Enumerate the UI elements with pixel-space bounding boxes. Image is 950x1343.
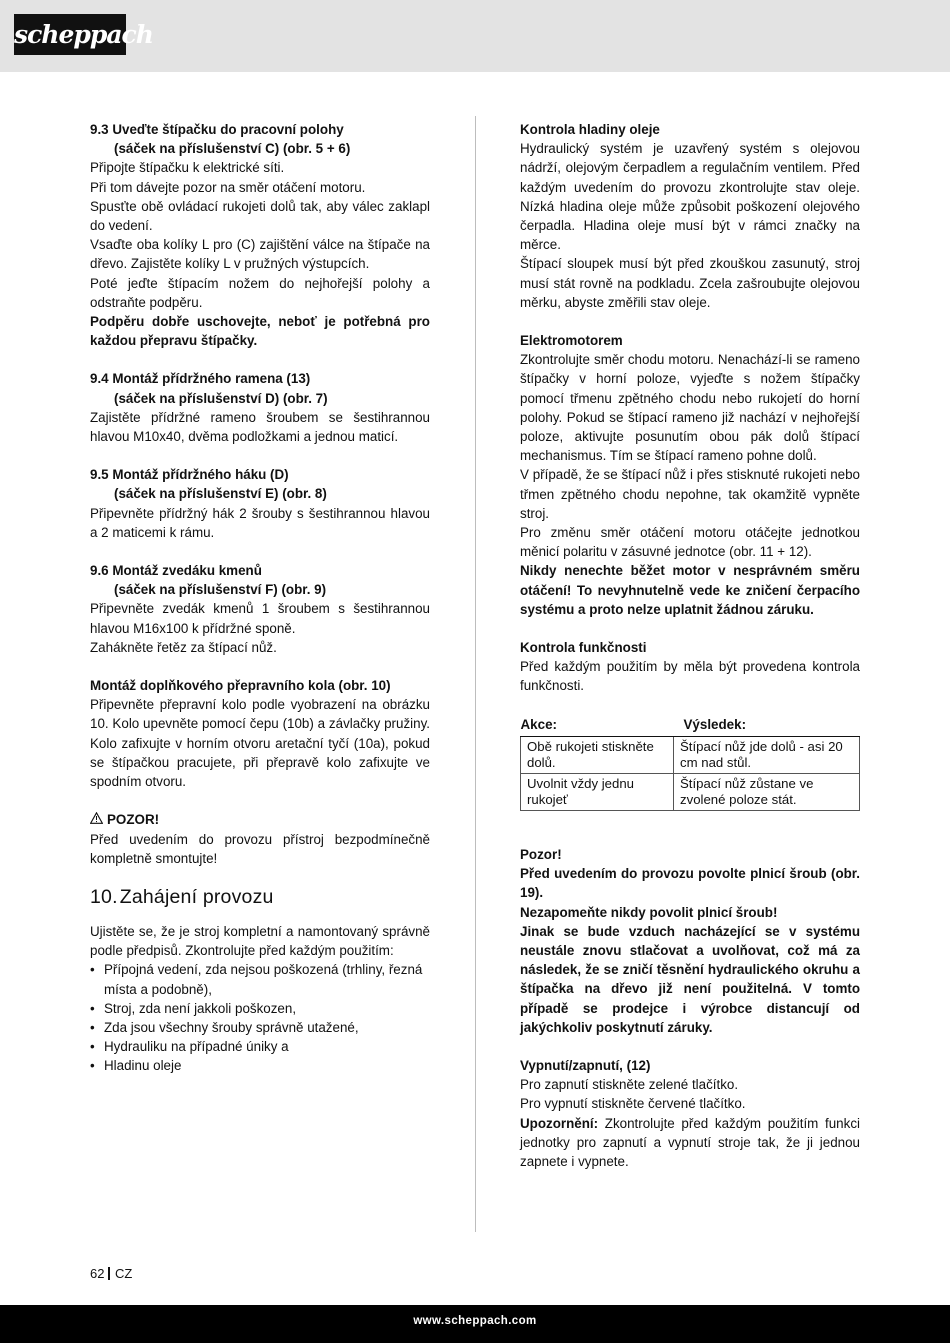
- page-footer: [0, 1305, 950, 1343]
- section-title: 9.3 Uveďte štípačku do pracovní polohy: [90, 122, 344, 137]
- paragraph: Spusťte obě ovládací rukojeti dolů tak, aby válec zaklapl do vedení.: [90, 198, 430, 234]
- page-number: [90, 1266, 132, 1281]
- section-10-heading: [90, 884, 430, 910]
- table-row: [521, 773, 860, 810]
- bold-note: Jinak se bude vzduch nacházející se v systému neustále znovu stlačovat a uvolňovat, což má za následek, že se zničí těsnění hydraulického okruhu a štípačka na dřevo již není použitelná. V tomto případě se prodejce i výrobce distancují od jakýchkoliv poskytnutí záruky.: [520, 923, 860, 1035]
- list-item: • Hydrauliku na případné úniky a: [90, 1039, 289, 1055]
- list-item: • Hladinu oleje: [90, 1058, 182, 1074]
- section-subtitle: (sáček na příslušenství F) (obr. 9): [114, 582, 327, 598]
- note-label: Upozornění:: [520, 1115, 599, 1131]
- warning-icon: [90, 810, 103, 829]
- page-header: [0, 0, 950, 72]
- table-cell-result: Štípací nůž zůstane ve zvolené poloze stát.: [674, 773, 860, 810]
- checklist: [90, 960, 430, 1075]
- section-subtitle: (sáček na příslušenství C) (obr. 5 + 6): [114, 141, 351, 157]
- bold-note: Nikdy nenechte běžet motor v nesprávném směru otáčení! To nevyhnutelně vede ke zničení čerpacího systému a proto nelze uplatnit žádnou záruku.: [520, 563, 860, 617]
- bold-note: Podpěru dobře uschovejte, neboť je potřebná pro každou přepravu štípačky.: [90, 314, 430, 349]
- paragraph: Před každým použitím by měla být provedena kontrola funkčnosti.: [520, 659, 860, 694]
- section-number: 10.: [90, 885, 118, 908]
- caution-heading: Pozor!: [520, 846, 562, 862]
- paragraph: V případě, že se štípací nůž i přes stisknuté rukojeti nebo třmen zpětného chodu nepohne, tak okamžitě vypněte stroj.: [520, 467, 860, 521]
- paragraph: Připevněte přídržný hák 2 šrouby s šestihrannou hlavou a 2 maticemi k rámu.: [90, 505, 430, 540]
- paragraph: Zajistěte přídržné rameno šroubem se šestihrannou hlavou M10x40, dvěma podložkami a jednou maticí.: [90, 409, 430, 445]
- paragraph: Před uvedením do provozu přístroj bezpodmínečně kompletně smontujte!: [90, 831, 430, 866]
- section-9-5-heading: [90, 465, 430, 503]
- oil-heading: Kontrola hladiny oleje: [520, 122, 660, 137]
- table-cell-action: Uvolnit vždy jednu rukojeť: [521, 773, 674, 810]
- table-cell-action: Obě rukojeti stiskněte dolů.: [521, 736, 674, 773]
- list-item: • Stroj, zda není jakkoli poškozen,: [90, 1000, 297, 1016]
- table-header-action: Akce:: [521, 715, 674, 737]
- paragraph: [520, 1114, 860, 1172]
- bold-note: Nezapomeňte nikdy povolit plnicí šroub!: [520, 904, 778, 920]
- function-check-table: [520, 715, 860, 811]
- page-number-value: 62: [90, 1266, 105, 1281]
- table-row: [521, 736, 860, 773]
- table-header-result: Výsledek:: [674, 715, 860, 737]
- section-title: Zahájení provozu: [119, 885, 274, 908]
- column-divider: [475, 116, 476, 1232]
- section-title: 9.5 Montáž přídržného háku (D): [90, 467, 289, 483]
- bold-note: Před uvedením do provozu povolte plnicí šroub (obr. 19).: [520, 866, 860, 901]
- section-9-6-heading: [90, 561, 430, 599]
- paragraph: Při tom dávejte pozor na směr otáčení motoru.: [90, 179, 366, 195]
- motor-heading: Elektromotorem: [520, 333, 623, 349]
- warning-title: POZOR!: [107, 812, 160, 828]
- left-column: [90, 120, 430, 1076]
- warning-heading: [90, 810, 430, 829]
- paragraph: Připevněte přepravní kolo podle vyobrazení na obrázku 10. Kolo upevněte pomocí čepu (10b) a závlačky pružiny. Kolo zafixujte v horním otvoru aretační tyčí (10a), pokud se štípačkou pracujete, při přepravě kolo zafixujte ve spodním otvoru.: [90, 697, 430, 790]
- paragraph: Poté jeďte štípacím nožem do nejhořejší polohy a odstraňte podpěru.: [90, 275, 430, 310]
- section-subtitle: (sáček na příslušenství D) (obr. 7): [114, 390, 328, 406]
- paragraph: Zahákněte řetěz za štípací nůž.: [90, 639, 277, 655]
- separator: [108, 1267, 110, 1280]
- website-url: www.scheppach.com: [413, 1315, 537, 1327]
- list-item: • Zda jsou všechny šrouby správně utažené,: [90, 1019, 359, 1035]
- paragraph: Vsaďte oba kolíky L pro (C) zajištění válce na štípače na dřevo. Zajistěte kolíky L v pružných výstupcích.: [90, 237, 430, 272]
- paragraph: Pro zapnutí stiskněte zelené tlačítko.: [520, 1077, 739, 1093]
- language-code: CZ: [114, 1266, 133, 1281]
- paragraph: Připevněte zvedák kmenů 1 šroubem s šestihrannou hlavou M16x100 k přídržné sponě.: [90, 601, 430, 636]
- scheppach-logo: scheppach: [14, 14, 126, 55]
- section-9-3-heading: [90, 120, 430, 158]
- right-column: [520, 120, 860, 1171]
- section-title: 9.4 Montáž přídržného ramena (13): [90, 371, 311, 387]
- table-cell-result: Štípací nůž jde dolů - asi 20 cm nad stůl.: [674, 736, 860, 773]
- paragraph: Pro změnu směr otáčení motoru otáčejte jednotkou měnicí polaritu v zásuvné jednotce (obr. 11 + 12).: [520, 525, 860, 560]
- switch-heading: Vypnutí/zapnutí, (12): [520, 1057, 651, 1073]
- paragraph: Pro vypnutí stiskněte červené tlačítko.: [520, 1096, 746, 1112]
- section-wheel-heading: Montáž doplňkového přepravního kola (obr. 10): [90, 678, 391, 694]
- section-title: 9.6 Montáž zvedáku kmenů: [90, 563, 262, 579]
- paragraph: Připojte štípačku k elektrické síti.: [90, 160, 285, 176]
- paragraph: Štípací sloupek musí být před zkouškou zasunutý, stroj musí stát rovně na podkladu. Zcela zašroubujte olejovou měrku, abyste změřili stav oleje.: [520, 256, 860, 310]
- list-item: • Přípojná vedení, zda nejsou poškozená (trhliny, řezná místa a podobně),: [90, 962, 423, 997]
- paragraph: Zkontrolujte směr chodu motoru. Nenachází-li se rameno štípačky v horní poloze, vyjeďte s nožem štípačky pomocí třmenu zpětného chodu nebo rukojetí do horní polohy. Pokud se štípací rameno již nachází v nejhořejší poloze, aktivujte posunutím obou pák dolů štípací mechanismus. Tím se štípací rameno pohne dolů.: [520, 352, 860, 464]
- paragraph: Hydraulický systém je uzavřený systém s olejovou nádrží, olejovým čerpadlem a regulačním ventilem. Před každým uvedením do provozu zkontrolujte stav oleje. Nízká hladina oleje může způsobit poškození olejového čerpadla. Hladina oleje musí být v rámci značky na měrce.: [520, 141, 860, 253]
- function-heading: Kontrola funkčnosti: [520, 640, 647, 656]
- note-text: Zkontrolujte před každým použitím funkci jednotky pro zapnutí a vypnutí stroje tak, že ji jednou zapnete i vypnete.: [520, 1115, 860, 1169]
- section-subtitle: (sáček na příslušenství E) (obr. 8): [114, 486, 327, 502]
- section-9-4-heading: [90, 369, 430, 407]
- paragraph: Ujistěte se, že je stroj kompletní a namontovaný správně podle předpisů. Zkontrolujte před každým použitím:: [90, 923, 430, 959]
